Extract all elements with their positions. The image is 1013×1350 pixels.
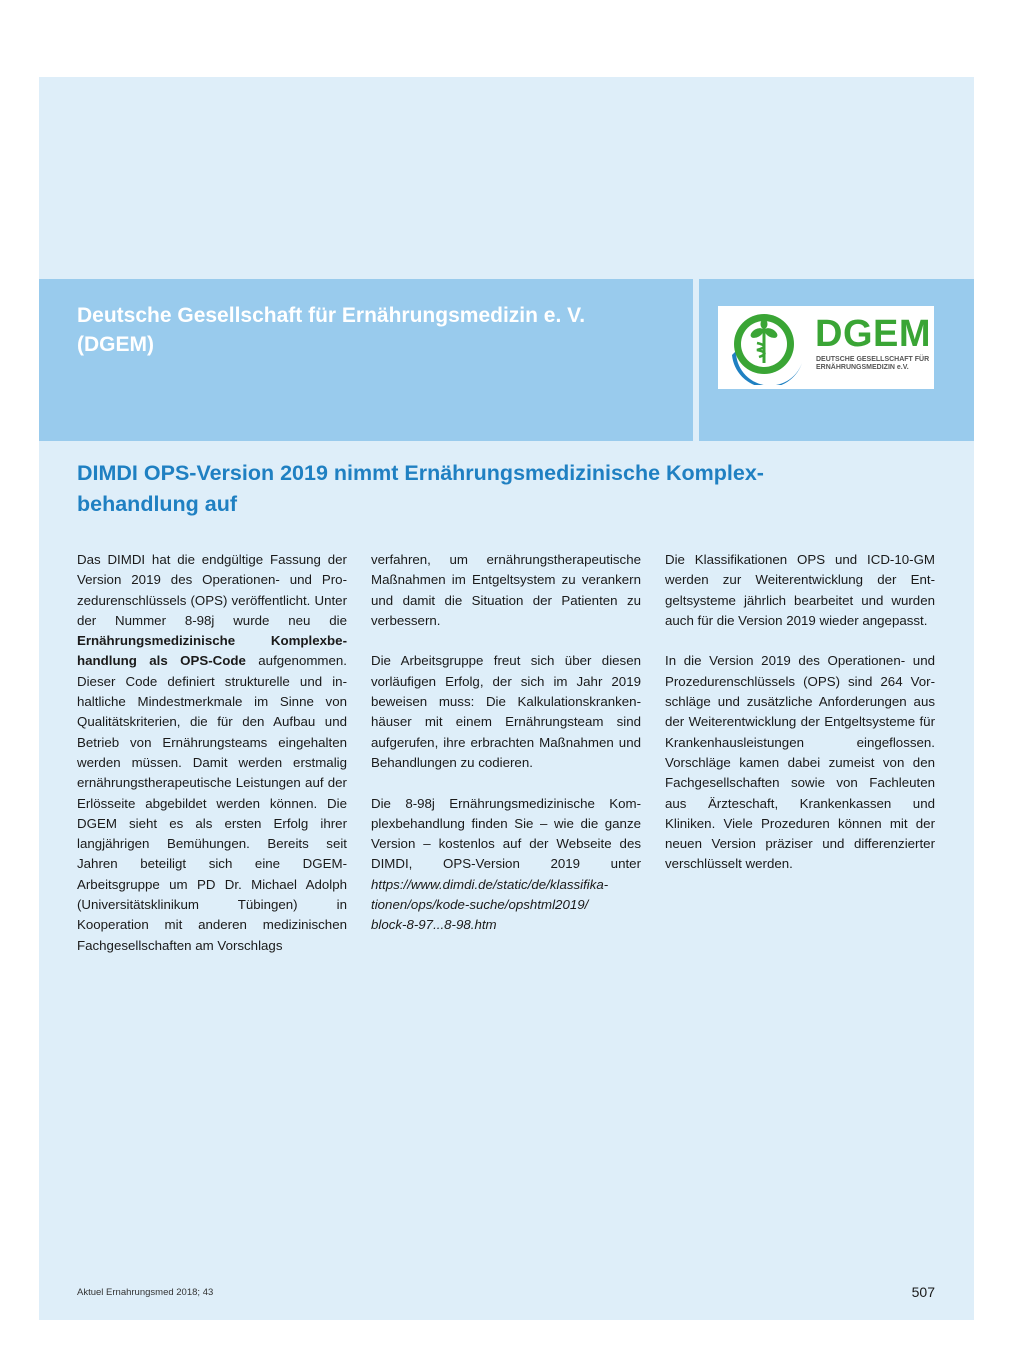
journal-citation: Aktuel Ernahrungsmed 2018; 43 — [77, 1287, 214, 1298]
logo-subtitle-line1: DEUTSCHE GESELLSCHAFT FÜR — [816, 356, 930, 363]
text-column-3 — [665, 550, 935, 895]
paragraph: Die Klassifikationen OPS und ICD-10-GM werden zur Weiterentwicklung der Entgeltsysteme jährlich bearbeitet und wurden auch für die Version 2019 wieder angepasst. — [665, 552, 935, 628]
paragraph-text: aufgenommen. Dieser Code definiert strukturelle und inhaltliche Mindestmerkmale im Sinne von Qualitätskriterien, die für den Aufbau und Betrieb von Ernährungsteams eingehalten werden müssen. Damit werden erstmalig ernährungstherapeutische Leistungen auf der Erlösseite abgebildet werden können. Die DGEM sieht es als ersten Erfolg ihrer langjährigen Bemühungen. Bereits seit Jahren beteiligt sich eine DGEM-Arbeitsgruppe um PD Dr. Michael Adolph (Universitätsklinikum Tübingen) in Kooperation mit anderen medizinischen Fachgesellschaften am Vorschlags — [77, 653, 347, 953]
logo-abbreviation: DGEM — [815, 313, 931, 355]
society-title-line1: Deutsche Gesellschaft für Ernährungsmedizin e. V. — [77, 304, 586, 327]
headline-line2: behandlung auf — [77, 492, 238, 516]
paragraph — [77, 550, 347, 956]
link-line: tionen/ops/kode-suche/opshtml2019/ — [371, 897, 589, 913]
dimdi-link[interactable] — [371, 877, 608, 933]
link-line: block-8-97...8-98.htm — [371, 917, 497, 933]
paragraph: In die Version 2019 des Operationen- und Prozedurenschlüssels (OPS) sind 264 Vorschläge und zusätzliche Anforderungen aus der Weiterentwicklung der Entgeltsysteme für Krankenhausleistungen eingeflossen. Vorschläge kamen dabei zumeist von den Fachgesellschaften sowie von Fachleuten aus Ärzteschaft, Krankenkassen und Kliniken. Viele Prozeduren können mit der neuen Version präziser und differenzierter verschlüsselt werden. — [665, 653, 935, 872]
paragraph — [371, 794, 641, 936]
society-title-line2: (DGEM) — [77, 333, 154, 356]
bold-phrase: Ernährungsmedizinische Komplexbehandlung als OPS-Code — [77, 633, 347, 669]
link-line: https://www.dimdi.de/static/de/klassifika- — [371, 876, 609, 892]
headline-line1: DIMDI OPS-Version 2019 nimmt Ernährungsmedizinische Komplex- — [77, 461, 764, 485]
paragraph-text: Das DIMDI hat die endgültige Fassung der Version 2019 des Operationen- und Prozedurenschlüssels (OPS) veröffentlicht. Unter der Nummer 8-98j wurde neu die — [77, 552, 347, 628]
article-headline — [77, 458, 937, 520]
paragraph: verfahren, um ernährungstherapeutische Maßnahmen im Entgeltsystem zu verankern und damit die Situation der Patienten zu verbessern. — [371, 552, 641, 628]
paragraph: Die Arbeitsgruppe freut sich über diesen vorläufigen Erfolg, der sich im Jahr 2019 beweisen muss: Die Kalkulationskrankenhäuser mit einem Ernährungsteam sind aufgerufen, ihre erbrachten Maßnahmen und Behandlungen zu codieren. — [371, 653, 641, 770]
dgem-plant-logo-icon — [724, 309, 814, 385]
society-title — [77, 301, 677, 359]
logo-subtitle-line2: ERNÄHRUNGSMEDIZIN e.V. — [816, 364, 909, 371]
logo-subtitle — [816, 356, 934, 372]
text-column-2 — [371, 550, 641, 956]
text-column-1 — [77, 550, 347, 976]
dgem-logo — [718, 306, 934, 389]
paragraph-text: Die 8-98j Ernährungsmedizinische Komplexbehandlung finden Sie – wie die ganze Version – kostenlos auf der Webseite des DIMDI, OPS-Version 2019 unter — [371, 795, 641, 872]
page-number: 507 — [911, 1284, 935, 1300]
